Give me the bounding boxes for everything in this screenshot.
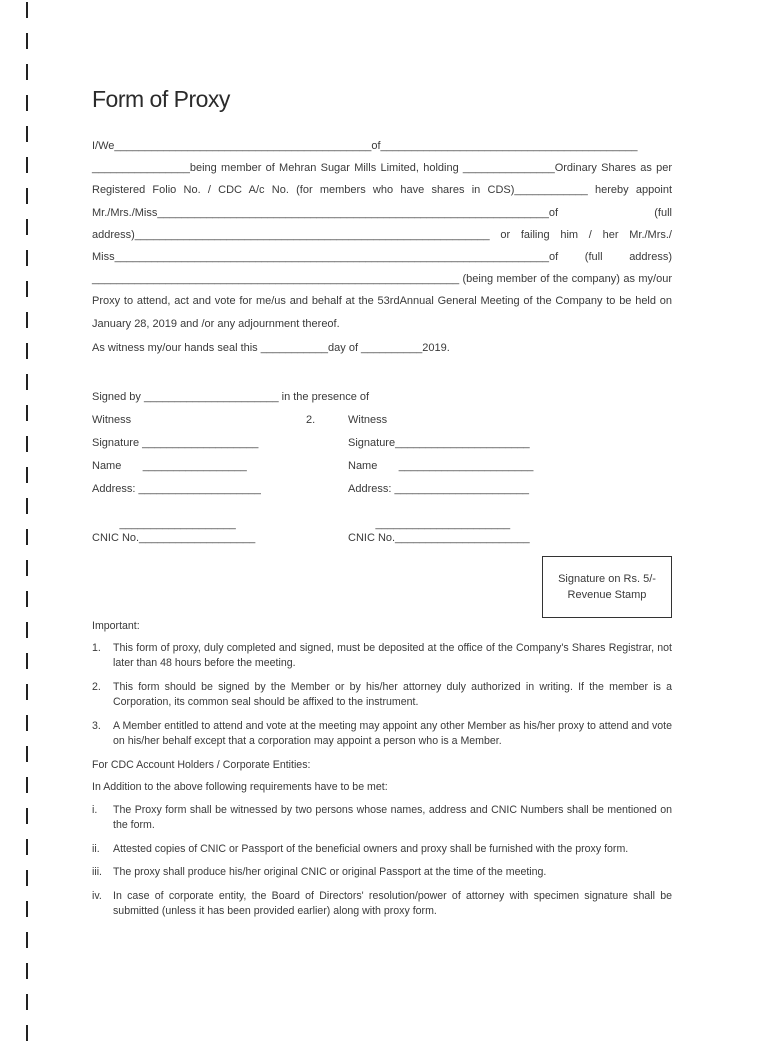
witness-1-signature: Signature ___________________ (92, 437, 259, 449)
witness-2-number: 2. (306, 414, 316, 426)
important-item-text: This form of proxy, duly completed and signed, must be deposited at the office of the Company's Shares Registrar, not later than 48 hours before the meeting. (113, 641, 672, 669)
important-item-number: 1. (92, 641, 101, 654)
cut-mark (26, 436, 28, 452)
important-item (92, 641, 672, 672)
cut-mark (26, 994, 28, 1010)
stamp-line-2: Revenue Stamp (567, 589, 647, 601)
important-item-text: A Member entitled to attend and vote at the meeting may appoint any other Member as his/her proxy to attend and vote on his/her behalf except that a corporation may appoint a person who is a Member. (113, 719, 672, 747)
signed-by-line: Signed by ______________________ in the presence of (92, 391, 370, 403)
cdc-item (92, 865, 672, 881)
stamp-line-1: Signature on Rs. 5/- (558, 573, 656, 585)
revenue-stamp-box (542, 556, 672, 618)
cut-mark (26, 653, 28, 669)
cut-mark (26, 126, 28, 142)
important-item (92, 719, 672, 750)
cut-mark (26, 560, 28, 576)
witness-2-signature: Signature______________________ (348, 437, 530, 449)
cut-mark (26, 219, 28, 235)
cut-mark (26, 33, 28, 49)
witness-1-address: Address: ____________________ (92, 483, 261, 495)
cut-mark (26, 498, 28, 514)
cut-mark (26, 777, 28, 793)
cut-marks (0, 0, 40, 1024)
witness-2-label: Witness (348, 414, 388, 426)
cut-mark (26, 839, 28, 855)
witness-right-column (348, 409, 533, 550)
cut-mark (26, 95, 28, 111)
cdc-heading: For CDC Account Holders / Corporate Entities: (92, 758, 311, 771)
cdc-item-text: In case of corporate entity, the Board of Directors' resolution/power of attorney with specimen signature shall be submitted (unless it has been provided earlier) along with proxy form. (113, 889, 672, 917)
cut-mark (26, 870, 28, 886)
witness-number-column (306, 409, 315, 432)
cut-mark (26, 157, 28, 173)
cdc-item-text: The Proxy form shall be witnessed by two persons whose names, address and CNIC Numbers shall be mentioned on the form. (113, 803, 672, 831)
cdc-item (92, 842, 672, 858)
cdc-item-number: iv. (92, 889, 102, 902)
cut-mark (26, 405, 28, 421)
witness-1-name: Name _________________ (92, 460, 247, 472)
cut-mark (26, 684, 28, 700)
cut-mark (26, 715, 28, 731)
cut-mark (26, 374, 28, 390)
cdc-item-text: Attested copies of CNIC or Passport of the beneficial owners and proxy shall be furnished with the proxy form. (113, 842, 629, 855)
cut-mark (26, 746, 28, 762)
important-heading: Important: (92, 620, 140, 632)
witness-2-name: Name ______________________ (348, 460, 534, 472)
witness-2-cnic: CNIC No.______________________ (348, 532, 530, 544)
witness-1-address-line-2: ___________________ (92, 518, 236, 530)
cdc-item-text: The proxy shall produce his/her original CNIC or original Passport at the time of the meeting. (113, 866, 547, 878)
witness-1-label: Witness (92, 414, 132, 426)
cut-mark (26, 467, 28, 483)
proxy-paragraph: I/We__________________________________________of__________________________________________ ________________being member of Mehran Sugar Mills Limited, holding _______________Ordinary Shares as per Registered Folio No. / CDC A/c No. (for members who have shares in CDS)____________ hereby appoint Mr./Mrs./Miss________________________________________________________________of (full address)__________________________________________________________ or failing him / her Mr./Mrs./ Miss_______________________________________________________________________of (full address) ____________________________________________________________ (being member of the company) as my/our Proxy to attend, act and vote for me/us and behalf at the 53rdAnnual General Meeting of the Company to be held on January 28, 2019 and /or any adjournment thereof. (92, 140, 672, 330)
cdc-subheading: In Addition to the above following requirements have to be met: (92, 781, 388, 793)
cut-mark (26, 901, 28, 917)
witness-hands-seal-line: As witness my/our hands seal this ___________day of __________2019. (92, 342, 450, 354)
cdc-item (92, 889, 672, 920)
cut-mark (26, 312, 28, 328)
cut-mark (26, 188, 28, 204)
witness-2-address-line-2: ______________________ (348, 518, 511, 530)
cut-mark (26, 250, 28, 266)
cut-mark (26, 1025, 28, 1041)
cut-mark (26, 281, 28, 297)
important-item (92, 680, 672, 711)
witness-left-column (92, 386, 369, 550)
cdc-item-number: iii. (92, 866, 103, 878)
cut-mark (26, 591, 28, 607)
cut-mark (26, 529, 28, 545)
cdc-requirements-list (92, 803, 672, 920)
cut-mark (26, 2, 28, 18)
page-title: Form of Proxy (92, 86, 230, 112)
important-list (92, 641, 672, 750)
important-item-number: 2. (92, 680, 101, 693)
cdc-item-number: i. (92, 803, 98, 816)
cdc-item (92, 803, 672, 834)
witness-1-cnic: CNIC No.___________________ (92, 532, 256, 544)
witness-2-address: Address: ______________________ (348, 483, 530, 495)
cut-mark (26, 64, 28, 80)
cut-mark (26, 343, 28, 359)
important-item-text: This form should be signed by the Member or by his/her attorney duly authorized in writing. If the member is a Corporation, its common seal should be affixed to the instrument. (113, 680, 672, 708)
cut-mark (26, 963, 28, 979)
important-item-number: 3. (92, 719, 101, 732)
cut-mark (26, 808, 28, 824)
notes-section (92, 618, 672, 928)
cut-mark (26, 932, 28, 948)
cut-mark (26, 622, 28, 638)
cdc-item-number: ii. (92, 842, 100, 855)
